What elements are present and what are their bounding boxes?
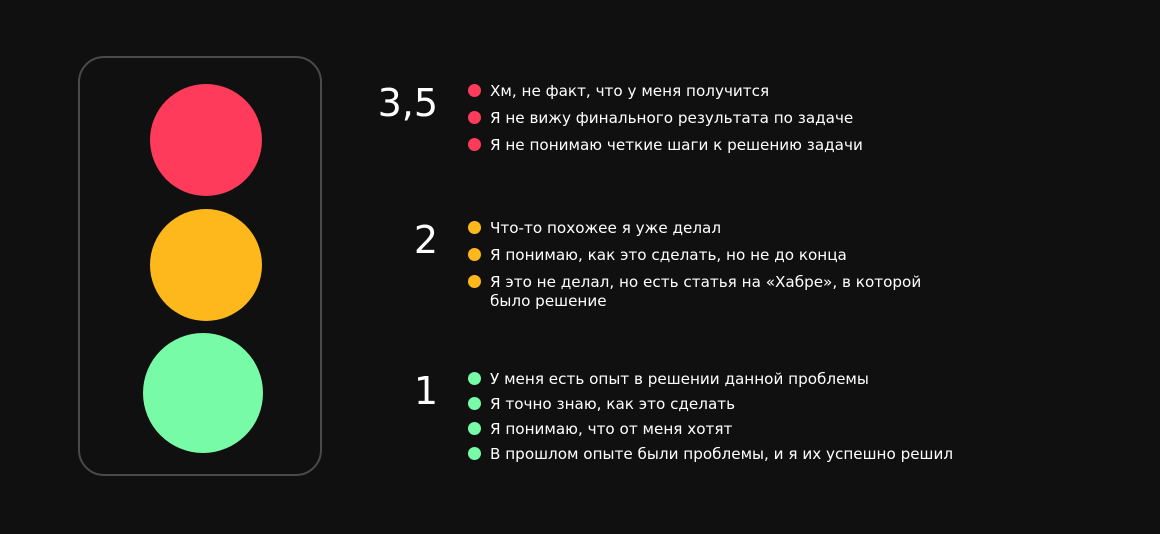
bullet-dot-icon (468, 138, 481, 151)
list-item (468, 420, 953, 439)
yellow-light-icon (150, 209, 262, 321)
bullet-dot-icon (468, 275, 481, 288)
bullet-dot-icon (468, 221, 481, 234)
score-label: 1 (413, 369, 438, 413)
item-text: Хм, не факт, что у меня получится (490, 82, 770, 100)
item-text: Я понимаю, как это сделать, но не до конца (490, 246, 847, 264)
list-item (468, 246, 945, 265)
list-item (468, 109, 863, 128)
red-light-icon (150, 84, 262, 196)
item-list (468, 219, 945, 319)
list-item (468, 445, 953, 464)
bullet-dot-icon (468, 248, 481, 261)
list-item (468, 395, 953, 414)
traffic-light-frame (78, 56, 322, 476)
bullet-dot-icon (468, 84, 481, 97)
item-list (468, 370, 953, 470)
item-list (468, 82, 863, 163)
list-item (468, 136, 863, 155)
score-label: 2 (413, 218, 438, 262)
score-label: 3,5 (377, 81, 438, 125)
item-text: Я это не делал, но есть статья на «Хабре», в которой было решение (490, 273, 922, 310)
bullet-dot-icon (468, 372, 481, 385)
item-text: Я не вижу финального результата по задаче (490, 109, 854, 127)
bullet-dot-icon (468, 397, 481, 410)
item-text: Я не понимаю четкие шаги к решению задачи (490, 136, 863, 154)
item-text: Что-то похожее я уже делал (490, 219, 722, 237)
bullet-dot-icon (468, 422, 481, 435)
list-item (468, 82, 863, 101)
list-item (468, 273, 945, 310)
bullet-dot-icon (468, 111, 481, 124)
list-item (468, 370, 953, 389)
green-light-icon (143, 333, 263, 453)
bullet-dot-icon (468, 447, 481, 460)
item-text: У меня есть опыт в решении данной проблемы (490, 370, 869, 388)
item-text: Я точно знаю, как это сделать (490, 395, 736, 413)
list-item (468, 219, 945, 238)
item-text: Я понимаю, что от меня хотят (490, 420, 733, 438)
item-text: В прошлом опыте были проблемы, и я их успешно решил (490, 445, 954, 463)
